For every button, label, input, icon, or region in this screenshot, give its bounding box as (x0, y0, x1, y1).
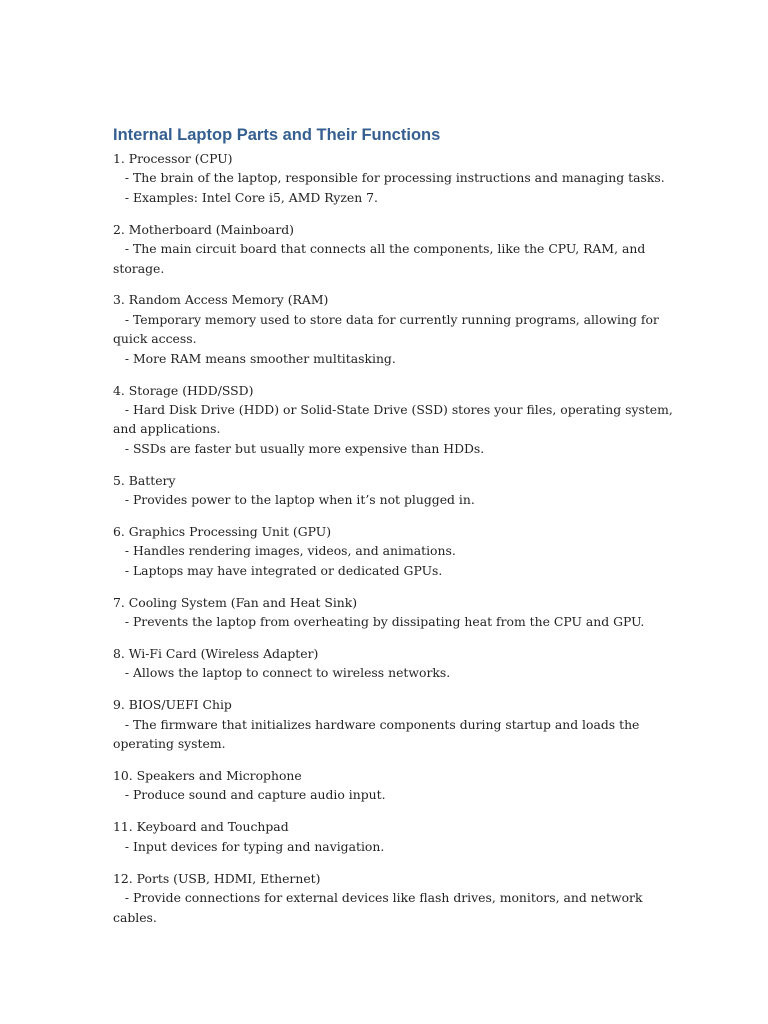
item-heading: 1. Processor (CPU) (113, 151, 233, 166)
list-item (113, 817, 688, 856)
list-item (113, 522, 688, 580)
item-description: - The brain of the laptop, responsible for processing instructions and managing tasks. (113, 170, 665, 186)
list-item (113, 695, 688, 753)
item-heading: 9. BIOS/UEFI Chip (113, 697, 232, 713)
item-heading: 6. Graphics Processing Unit (GPU) (113, 524, 332, 539)
list-item (113, 381, 688, 459)
item-heading: 7. Cooling System (Fan and Heat Sink) (113, 594, 358, 610)
item-description: - Allows the laptop to connect to wireless networks. (113, 665, 451, 681)
parts-list (113, 149, 688, 927)
list-item (113, 149, 688, 207)
list-item (113, 869, 688, 927)
item-heading: 12. Ports (USB, HDMI, Ethernet) (113, 870, 321, 886)
item-description: - Examples: Intel Core i5, AMD Ryzen 7. (113, 189, 378, 205)
list-item (113, 290, 688, 368)
item-heading: 8. Wi-Fi Card (Wireless Adapter) (113, 646, 319, 662)
list-item (113, 644, 688, 683)
item-description: - Input devices for typing and navigation. (113, 838, 385, 854)
item-description: - Hard Disk Drive (HDD) or Solid-State Drive (SSD) stores your files, operating system, and applications. (113, 401, 677, 437)
item-description: - The firmware that initializes hardware components during startup and loads the operating system. (113, 716, 644, 752)
item-description: - Laptops may have integrated or dedicated GPUs. (113, 562, 443, 578)
item-description: - Prevents the laptop from overheating by dissipating heat from the CPU and GPU. (113, 614, 645, 630)
document-title: Internal Laptop Parts and Their Functions (113, 126, 441, 144)
item-description: - More RAM means smoother multitasking. (113, 350, 396, 366)
item-heading: 2. Motherboard (Mainboard) (113, 221, 295, 237)
item-heading: 10. Speakers and Microphone (113, 768, 302, 784)
list-item (113, 220, 688, 278)
item-description: - Provides power to the laptop when it’s not plugged in. (113, 492, 475, 508)
item-description: - Produce sound and capture audio input. (113, 787, 386, 803)
item-heading: 5. Battery (113, 472, 176, 488)
list-item (113, 593, 688, 632)
item-heading: 4. Storage (HDD/SSD) (113, 382, 254, 398)
item-heading: 3. Random Access Memory (RAM) (113, 292, 329, 308)
item-description: - The main circuit board that connects all the components, like the CPU, RAM, and storage. (113, 241, 650, 276)
item-description: - Provide connections for external devices like flash drives, monitors, and network cables. (113, 890, 647, 925)
list-item (113, 471, 688, 510)
item-description: - Handles rendering images, videos, and animations. (113, 543, 456, 559)
item-description: - SSDs are faster but usually more expensive than HDDs. (113, 440, 485, 456)
list-item (113, 766, 688, 805)
item-description: - Temporary memory used to store data for currently running programs, allowing for quick access. (113, 311, 663, 347)
item-heading: 11. Keyboard and Touchpad (113, 819, 289, 835)
